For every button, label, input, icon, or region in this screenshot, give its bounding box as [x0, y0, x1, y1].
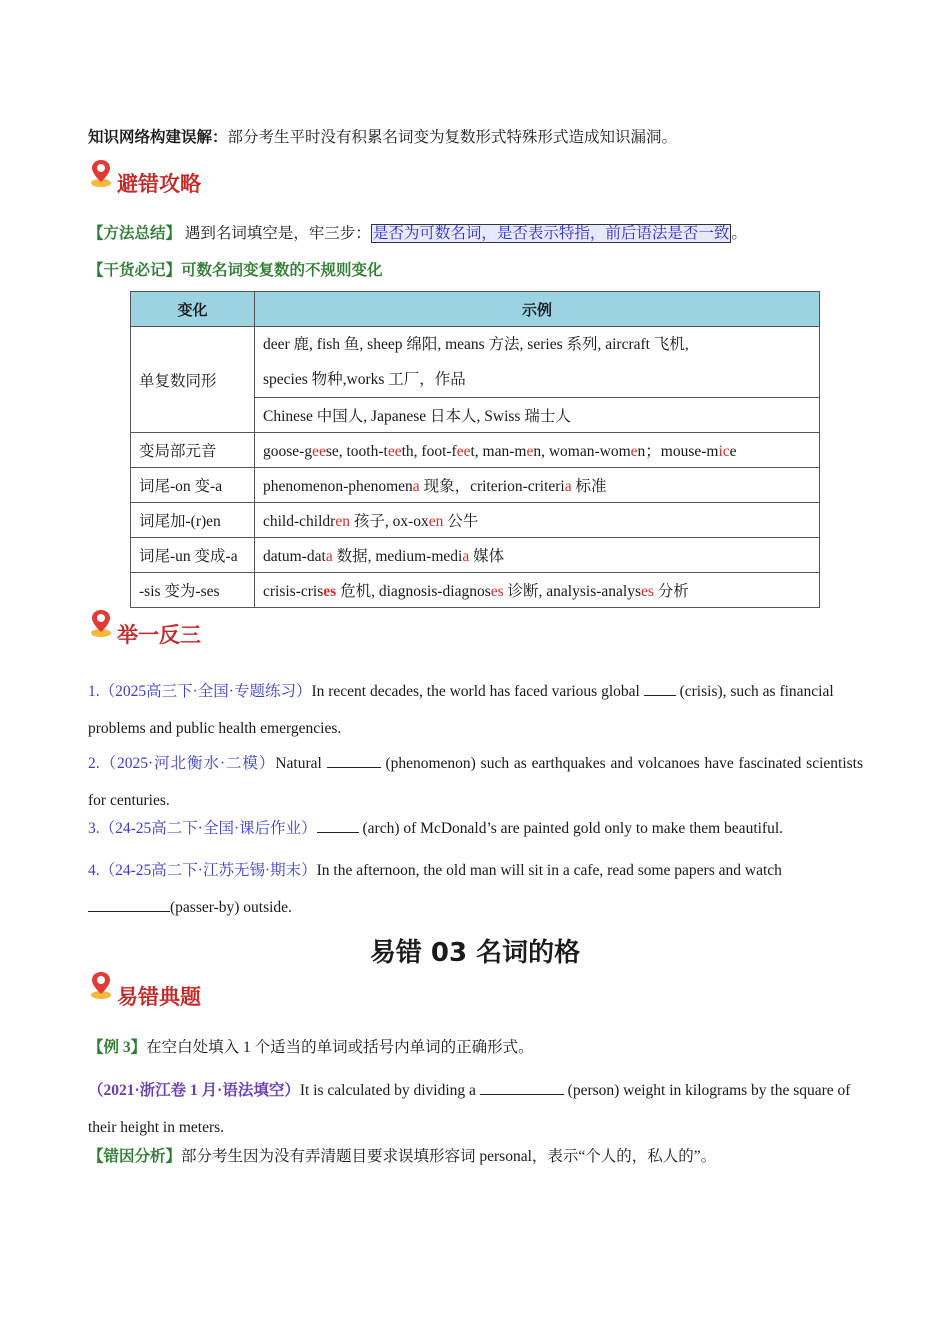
table-row — [131, 327, 820, 398]
table-cell-example: Chinese 中国人, Japanese 日本人, Swiss 瑞士人 — [255, 398, 820, 433]
table-cell-category: -sis 变为-ses — [131, 573, 255, 608]
example-text: It is calculated by dividing a — [299, 1082, 480, 1099]
must-remember-heading — [88, 259, 863, 283]
exercise-4 — [88, 852, 863, 926]
exercise-text: In the afternoon, the old man will sit in a cafe, read some papers and watch — [316, 862, 782, 879]
table-row — [131, 503, 820, 538]
table-header-change: 变化 — [131, 292, 255, 327]
table-header-example: 示例 — [255, 292, 820, 327]
answer-blank[interactable] — [644, 682, 676, 696]
table-cell-category: 变局部元音 — [131, 433, 255, 468]
table-cell-example — [255, 327, 820, 398]
table-row — [131, 433, 820, 468]
table-cell-category: 词尾-on 变-a — [131, 468, 255, 503]
example-label: 【例 3】 — [88, 1039, 147, 1056]
example-question — [88, 1072, 863, 1146]
example-line: species 物种,works 工厂，作品 — [263, 371, 466, 388]
table-cell-category: 单复数同形 — [131, 327, 255, 433]
example-instruction — [88, 1036, 863, 1060]
location-pin-icon — [89, 608, 113, 638]
exercise-text: (crisis), such as financial problems and public health emergencies. — [88, 683, 834, 737]
section-heading-practice: 举一反三 — [117, 623, 201, 647]
answer-blank[interactable] — [317, 819, 359, 833]
method-label: 【方法总结】 — [88, 225, 182, 242]
table-header-row — [131, 292, 820, 327]
exercise-text: In recent decades, the world has faced various global — [311, 683, 644, 700]
exercise-source: 3.（24-25高二下·全国·课后作业） — [88, 820, 317, 837]
location-pin-icon — [89, 158, 113, 188]
example-text: (person) weight in kilograms by the square of their height in meters. — [88, 1082, 851, 1136]
exercise-source: 2.（2025·河北衡水·二模） — [88, 755, 276, 772]
analysis-label: 【错因分析】 — [88, 1148, 182, 1165]
remember-label: 【干货必记】 — [88, 262, 182, 279]
method-highlight: 是否为可数名词，是否表示特指，前后语法是否一致 — [372, 225, 730, 242]
table-cell-example: goose-geese, tooth-teeth, foot-feet, man-men, woman-women；mouse-mice — [255, 433, 820, 468]
knowledge-label: 知识网络构建误解： — [88, 129, 228, 146]
exercise-text: (passer-by) outside. — [170, 899, 292, 916]
exercise-1 — [88, 673, 863, 747]
exercise-source: 1.（2025高三下·全国·专题练习） — [88, 683, 312, 700]
exercise-text: Natural — [275, 755, 327, 772]
method-end: 。 — [731, 225, 747, 242]
table-cell-category: 词尾-un 变成-a — [131, 538, 255, 573]
location-pin-icon — [89, 970, 113, 1000]
error-analysis — [88, 1145, 863, 1169]
table-cell-example: child-children 孩子, ox-oxen 公牛 — [255, 503, 820, 538]
exercise-3 — [88, 817, 863, 841]
section-heading-typical: 易错典题 — [117, 985, 201, 1009]
exercise-source: 4.（24-25高二下·江苏无锡·期末） — [88, 862, 317, 879]
table-row — [131, 468, 820, 503]
table-cell-example: phenomenon-phenomena 现象，criterion-criteria 标准 — [255, 468, 820, 503]
knowledge-text: 部分考生平时没有积累名词变为复数形式特殊形式造成知识漏洞。 — [227, 129, 678, 146]
section-heading-avoid: 避错攻略 — [117, 172, 201, 196]
remember-text: 可数名词变复数的不规则变化 — [181, 262, 383, 279]
table-row — [131, 573, 820, 608]
knowledge-line — [88, 126, 863, 150]
answer-blank[interactable] — [327, 754, 381, 768]
answer-blank[interactable] — [480, 1081, 564, 1095]
chapter-title: 易错 03 名词的格 — [369, 938, 581, 968]
table-cell-category: 词尾加-(r)en — [131, 503, 255, 538]
irregular-plural-table — [130, 291, 820, 608]
example-line: deer 鹿, fish 鱼, sheep 绵阳, means 方法, series 系列, aircraft 飞机, — [263, 336, 689, 353]
exercise-text: (phenomenon) such as earthquakes and volcanoes have fascinated scientists for centuries. — [88, 755, 863, 809]
example-source: （2021·浙江卷 1 月·语法填空） — [88, 1082, 300, 1099]
exercise-text: (arch) of McDonald’s are painted gold only to make them beautiful. — [362, 820, 784, 837]
exercise-2 — [88, 745, 863, 819]
example-instruction-text: 在空白处填入 1 个适当的单词或括号内单词的正确形式。 — [146, 1039, 534, 1056]
method-summary — [88, 222, 863, 246]
table-cell-example: crisis-crises 危机, diagnosis-diagnoses 诊断, analysis-analyses 分析 — [255, 573, 820, 608]
table-row — [131, 538, 820, 573]
method-text: 遇到名词填空是，牢三步： — [184, 225, 371, 242]
analysis-text: 部分考生因为没有弄清题目要求误填形容词 personal，表示“个人的，私人的”。 — [181, 1148, 717, 1165]
answer-blank[interactable] — [88, 898, 170, 912]
table-cell-example: datum-data 数据, medium-media 媒体 — [255, 538, 820, 573]
